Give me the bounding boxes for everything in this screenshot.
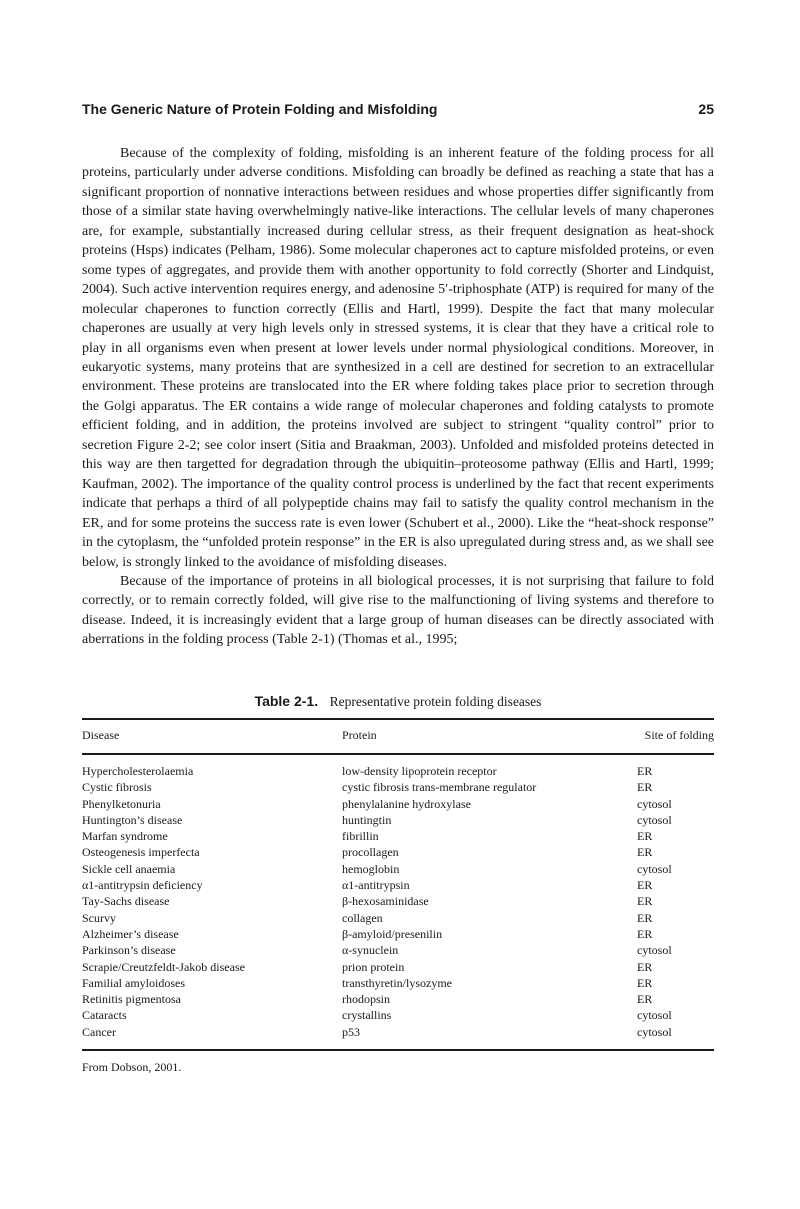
table-row	[82, 813, 714, 829]
table-body	[82, 764, 714, 1041]
site-cell: ER	[637, 878, 653, 893]
protein-cell: collagen	[342, 910, 383, 925]
site-cell: cytosol	[637, 861, 672, 876]
disease-cell: Tay-Sachs disease	[82, 894, 170, 909]
disease-cell: Phenylketonuria	[82, 796, 161, 811]
paragraph: Because of the complexity of folding, misfolding is an inherent feature of the folding process for all proteins, particularly under adverse conditions. Misfolding can broadly be defined as reaching a state that has a significant proportion of nonnative interactions between residues and whose properties differ significantly from those of a similar state having overwhelmingly native-like interactions. The cellular levels of many chaperones are, for example, substantially increased during cellular stress, as their frequent designation as heat-shock proteins (Hsps) indicates (Pelham, 1986). Some molecular chaperones act to capture misfolded proteins, or even some types of aggregates, and provide them with another opportunity to fold correctly (Shorter and Lindquist, 2004). Such active intervention requires energy, and adenosine 5′-triphosphate (ATP) is required for many of the molecular chaperones to function correctly (Ellis and Hartl, 1999). Despite the fact that many molecular chaperones are usually at very high levels only in stressed systems, it is clear that they have a critical role to play in all organisms even when present at lower levels under normal physiological conditions. Moreover, in eukaryotic systems, many proteins that are synthesized in a cell are destined for secretion to an extracellular environment. These proteins are translocated into the ER where folding takes place prior to secretion through the Golgi apparatus. The ER contains a wide range of molecular chaperones and folding catalysts to promote efficient folding, and in addition, the proteins involved are subject to stringent “quality control” prior to secretion Figure 2-2; see color insert (Sitia and Braakman, 2003). Unfolded and misfolded proteins detected in this way are then targetted for degradation through the ubiquitin–proteosome pathway (Ellis and Hartl, 1999; Kaufman, 2002). The importance of the quality control process is underlined by the fact that recent experiments indicate that perhaps a third of all polypeptide chains may fail to satisfy the quality control mechanism in the ER, and for some proteins the success rate is even lower (Schubert et al., 2000). Like the “heat-shock response” in the cytoplasm, the “unfolded protein response” in the ER is also upregulated during stress and, as we shall see below, is strongly linked to the avoidance of misfolding diseases.	[82, 146, 714, 570]
site-cell: ER	[637, 829, 653, 844]
table-row	[82, 960, 714, 976]
table-row	[82, 894, 714, 910]
disease-cell: Cystic fibrosis	[82, 780, 152, 795]
table-row	[82, 976, 714, 992]
disease-cell: α1-antitrypsin deficiency	[82, 878, 203, 893]
protein-cell: fibrillin	[342, 829, 379, 844]
disease-cell: Huntington’s disease	[82, 812, 183, 827]
body-text	[82, 144, 714, 650]
table-bottom-rule	[82, 1049, 714, 1051]
protein-cell: crystallins	[342, 1008, 392, 1023]
table-row	[82, 992, 714, 1008]
running-title: The Generic Nature of Protein Folding and Misfolding	[82, 101, 438, 117]
site-cell: cytosol	[637, 943, 672, 958]
disease-cell: Alzheimer’s disease	[82, 926, 179, 941]
table-row	[82, 927, 714, 943]
table-row	[82, 911, 714, 927]
protein-cell: α-synuclein	[342, 943, 399, 958]
protein-cell: transthyretin/lysozyme	[342, 975, 452, 990]
table-row	[82, 764, 714, 780]
disease-cell: Sickle cell anaemia	[82, 861, 176, 876]
protein-cell: α1-antitrypsin	[342, 878, 410, 893]
site-cell: ER	[637, 910, 653, 925]
protein-cell: β-hexosaminidase	[342, 894, 429, 909]
table-row	[82, 1008, 714, 1024]
protein-cell: huntingtin	[342, 812, 392, 827]
disease-cell: Hypercholesterolaemia	[82, 764, 194, 778]
paragraph: Because of the importance of proteins in all biological processes, it is not surprising that failure to fold correctly, or to remain correctly folded, will give rise to the malfunctioning of living systems and therefore to disease. Indeed, it is increasingly evident that a large group of human diseases can be directly associated with aberrations in the folding process (Table 2-1) (Thomas et al., 1995;	[82, 573, 714, 648]
disease-cell: Scrapie/Creutzfeldt-Jakob disease	[82, 959, 245, 974]
protein-cell: low-density lipoprotein receptor	[342, 764, 497, 778]
table-row	[82, 845, 714, 861]
table-header-row	[82, 728, 714, 746]
table-row	[82, 1025, 714, 1041]
column-header-disease: Disease	[82, 728, 120, 742]
table-row	[82, 780, 714, 796]
table-top-rule	[82, 718, 714, 720]
table-title: Representative protein folding diseases	[329, 694, 542, 709]
table-caption	[82, 693, 714, 711]
protein-cell: prion protein	[342, 959, 405, 974]
disease-cell: Cataracts	[82, 1008, 127, 1023]
protein-cell: p53	[342, 1024, 360, 1039]
site-cell: ER	[637, 975, 653, 990]
protein-cell: cystic fibrosis trans-membrane regulator	[342, 780, 537, 795]
protein-cell: procollagen	[342, 845, 399, 860]
site-cell: ER	[637, 894, 653, 909]
disease-cell: Parkinson’s disease	[82, 943, 176, 958]
table-row	[82, 862, 714, 878]
running-header	[82, 101, 714, 117]
table-row	[82, 829, 714, 845]
page-number: 25	[698, 101, 714, 117]
disease-cell: Retinitis pigmentosa	[82, 992, 181, 1007]
disease-cell: Marfan syndrome	[82, 829, 168, 844]
table-header-rule	[82, 753, 714, 755]
site-cell: ER	[637, 992, 653, 1007]
protein-cell: phenylalanine hydroxylase	[342, 796, 471, 811]
site-cell: ER	[637, 959, 653, 974]
site-cell: cytosol	[637, 1024, 672, 1039]
table-label: Table 2-1.	[254, 693, 319, 709]
site-cell: ER	[637, 845, 653, 860]
site-cell: cytosol	[637, 1008, 672, 1023]
disease-cell: Familial amyloidoses	[82, 975, 185, 990]
site-cell: cytosol	[637, 796, 672, 811]
table-row	[82, 943, 714, 959]
protein-cell: hemoglobin	[342, 861, 400, 876]
site-cell: ER	[637, 764, 653, 778]
column-header-site: Site of folding	[644, 728, 714, 742]
disease-cell: Scurvy	[82, 910, 116, 925]
table-source-note: From Dobson, 2001.	[82, 1060, 182, 1074]
site-cell: ER	[637, 780, 653, 795]
table-row	[82, 797, 714, 813]
disease-cell: Osteogenesis imperfecta	[82, 845, 200, 860]
site-cell: cytosol	[637, 812, 672, 827]
site-cell: ER	[637, 926, 653, 941]
protein-cell: rhodopsin	[342, 992, 390, 1007]
column-header-protein: Protein	[342, 728, 377, 742]
protein-cell: β-amyloid/presenilin	[342, 926, 443, 941]
table-row	[82, 878, 714, 894]
disease-cell: Cancer	[82, 1024, 116, 1039]
